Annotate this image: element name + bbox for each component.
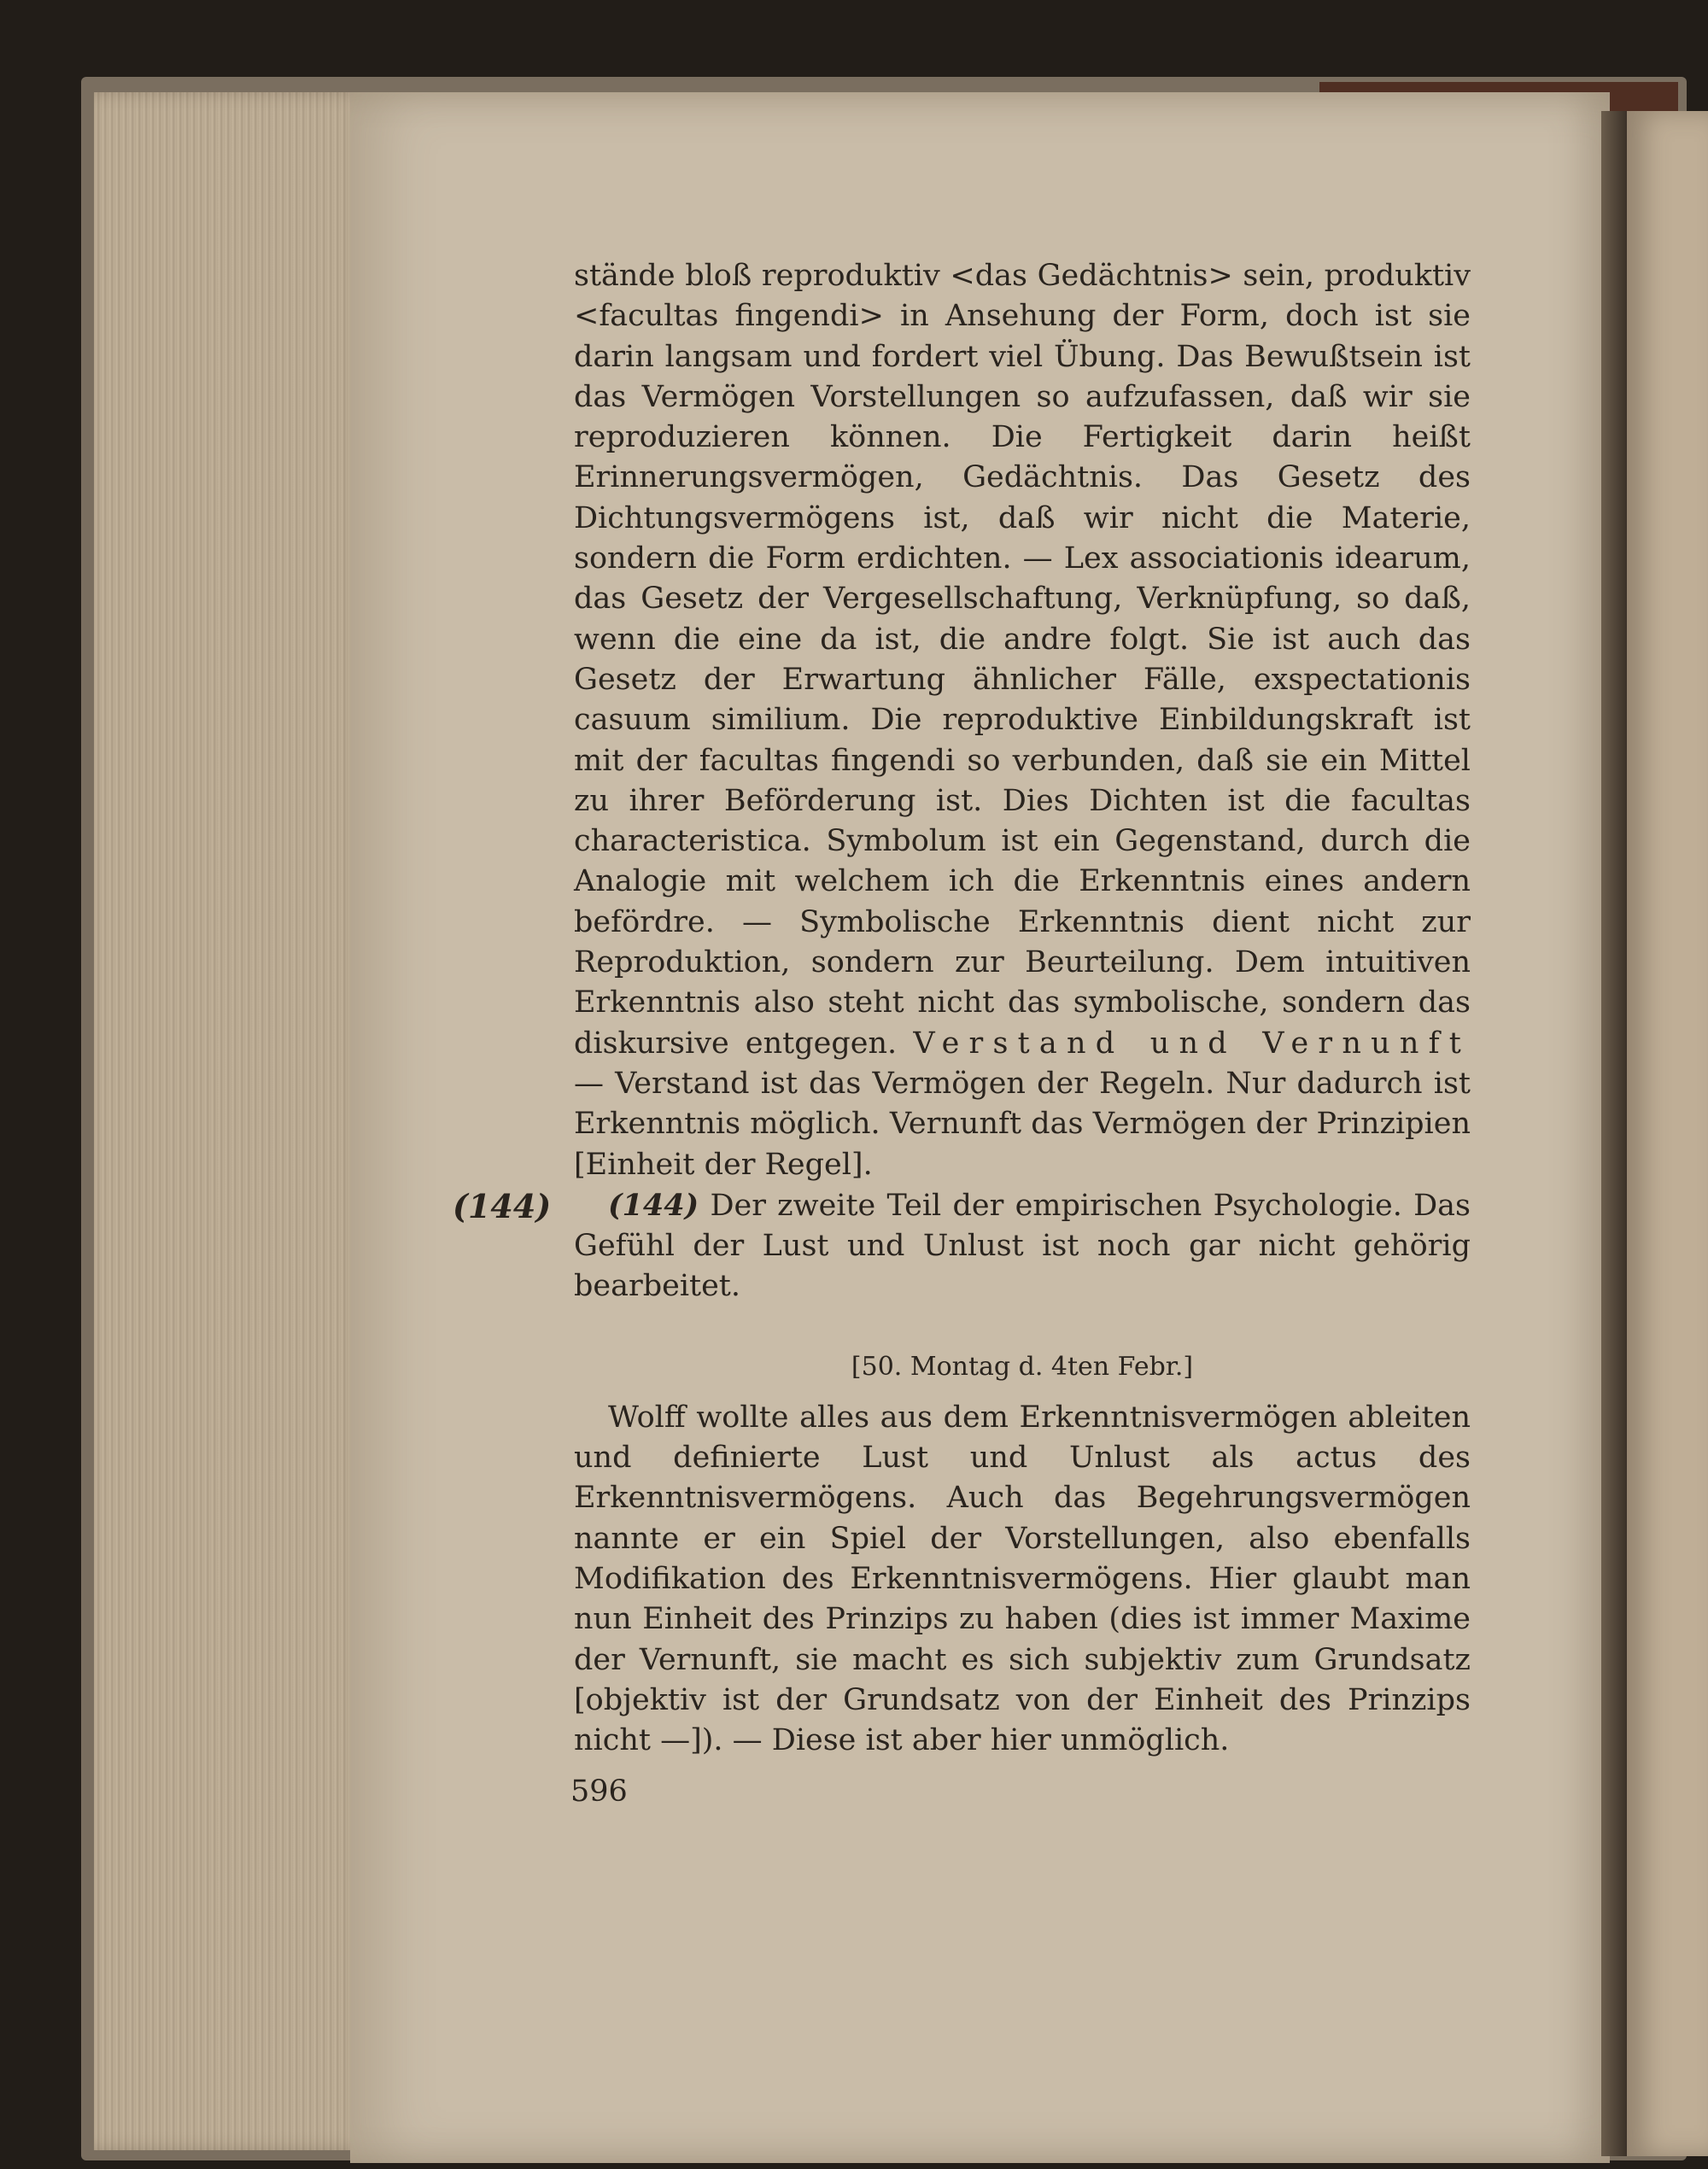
page-stack-edge: [94, 92, 367, 2150]
paragraph-2-text: Der zweite Teil der empirischen Psychologie. Das Gefühl der Lust und Unlust ist noch gar nicht gehörig bearbeitet.: [574, 1188, 1471, 1304]
book-gutter: [1601, 111, 1627, 2156]
paragraph-1-text: stände bloß reproduktiv <das Gedächtnis> sein, produktiv <facultas fingendi> in Ansehung der Form, doch ist sie darin langsam und fordert viel Übung. Das Bewußtsein ist das Vermögen Vorstellungen so aufzufassen, daß wir sie reproduzieren können. Die Fertigkeit darin heißt Erinnerungsvermögen, Gedächtnis. Das Gesetz des Dichtungsvermögens ist, daß wir nicht die Materie, sondern die Form erdichten. — Lex associationis idearum, das Gesetz der Vergesellschaftung, Verknüpfung, so daß, wenn die eine da ist, die andre folgt. Sie ist auch das Gesetz der Erwartung ähnlicher Fälle, exspectationis casuum similium. Die reproduktive Einbildungskraft ist mit der facultas fingendi so verbunden, daß sie ein Mittel zu ihrer Beförderung ist. Dies Dichten ist die facultas characteristica. Symbolum ist ein Gegenstand, durch die Analogie mit welchem ich die Erkenntnis eines andern befördre. — Symbolische Erkenntnis dient nicht zur Reproduktion, sondern zur Beurteilung. Dem intuitiven Erkenntnis also steht nicht das symbolische, sondern das diskursive entgegen.: [574, 259, 1471, 1061]
paragraph-3: Wolff wollte alles aus dem Erkenntnisvermögen ableiten und definierte Lust und Unlust als actus des Erkenntnisvermögens. Auch das Begehrungsvermögen nannte er ein Spiel der Vorstellungen, also ebenfalls Modifikation des Erkenntnisvermögens. Hier glaubt man nun Einheit des Prinzips zu haben (dies ist immer Maxime der Vernunft, sie macht es sich subjektiv zum Grundsatz [objektiv ist der Grundsatz von der Einheit des Prinzips nicht —]). — Diese ist aber hier unmöglich.: [574, 1400, 1471, 1758]
inline-note: (144): [608, 1187, 699, 1223]
paragraph-2: [574, 1185, 1471, 1307]
paragraph-1-end: — Verstand ist das Vermögen der Regeln. Nur dadurch ist Erkenntnis möglich. Vernunft das Vermögen der Prinzipien [Einheit der Regel].: [574, 1066, 1471, 1182]
right-page-edge: [1627, 111, 1708, 2156]
spaced-heading: Verstand und Vernunft: [913, 1026, 1471, 1061]
dateline: [50. Montag d. 4ten Febr.]: [851, 1351, 1194, 1382]
paragraph-1: [574, 256, 1471, 1185]
page-text: [574, 256, 1471, 1761]
page-number: 596: [570, 1774, 628, 1809]
margin-note: (144): [453, 1187, 552, 1225]
